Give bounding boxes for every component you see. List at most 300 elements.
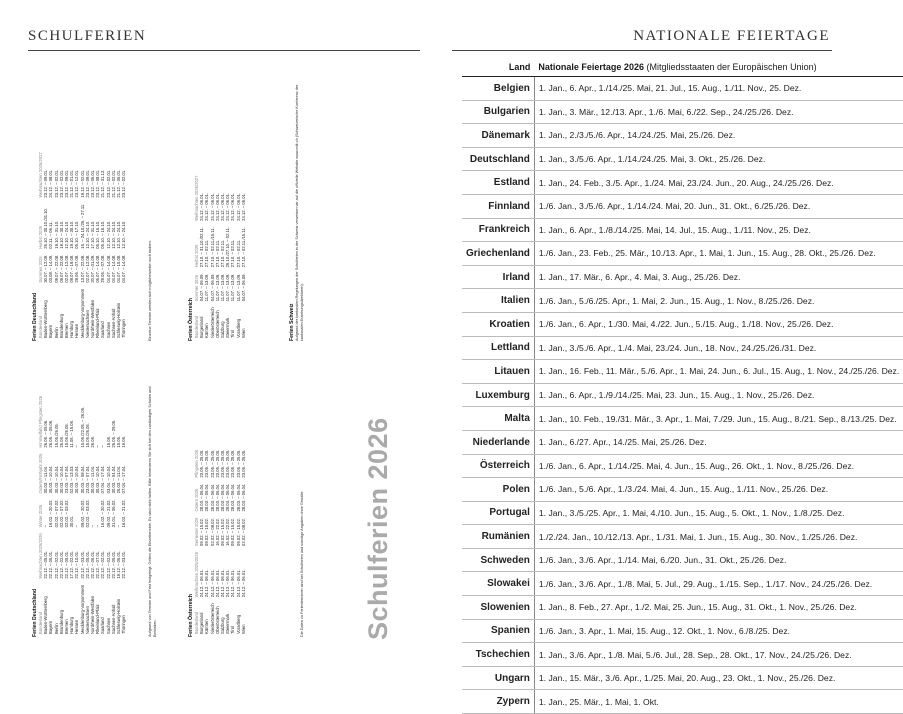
page-title-schulferien: SCHULFERIEN (28, 28, 147, 44)
state-name: Niedersachsen (84, 310, 90, 338)
holiday-range: 04.07. – 14.08. (105, 254, 111, 283)
holiday-range: 27.10. – 02.11./15.11. (209, 227, 215, 268)
country-name: Schweden (462, 548, 534, 572)
table-row (462, 100, 903, 124)
holiday-range: 24.12. – 06.01. (209, 192, 215, 221)
state-name: Sachsen-Anhalt (110, 308, 116, 338)
holiday-range: 23.12. – 08.01. (95, 169, 101, 198)
table-row (462, 501, 903, 525)
holiday-range: 22.12. – 02.01. (100, 550, 106, 579)
holiday-range: 15.05./26.05. (84, 423, 90, 448)
holiday-range: 05.10. – 16.10. (100, 220, 106, 249)
table-row (462, 289, 903, 313)
country-name: Dänemark (462, 124, 534, 148)
holiday-range: 02.02. – 08.02. (209, 517, 215, 546)
holiday-dates: 1. Jan., 3./5./25. Apr., 1. Mai, 4./10. Jun., 15. Aug., 5. Okt., 1. Nov., 1./8./25. Dez. (534, 501, 903, 525)
country-name: Spanien (462, 619, 534, 643)
holiday-range: 09.02. – 15.02. (235, 517, 241, 546)
holiday-range: 15.05./26.05. (53, 423, 59, 448)
state-name: Rheinland-Pfalz (95, 308, 101, 338)
germany-summer-table (32, 149, 126, 341)
holiday-range: 30.03. – 10.04. (74, 465, 80, 494)
holiday-range: 02.07. – 12.08. (64, 254, 70, 283)
state-name: Tirol (230, 626, 236, 634)
holiday-range: 23.12. – 12.01. (74, 169, 80, 198)
holiday-dates: 1. Jan., 15. Mär., 3./6. Apr., 1./25. Mai, 20. Aug., 23. Okt., 1. Nov., 25./26. Dez. (534, 666, 903, 690)
state-name: Hamburg (69, 320, 75, 338)
holiday-range: 23.05. – 25.05. (204, 449, 210, 478)
country-name: Bulgarien (462, 100, 534, 124)
schweiz-title: Ferien Schweiz (289, 303, 295, 341)
state-name: Schleswig-Holstein (116, 302, 122, 338)
holiday-range: 02.11. – 06.11. (48, 221, 54, 249)
holiday-range: 09.07. – 22.08. (58, 254, 64, 283)
state-name: Niedersachsen (84, 606, 90, 634)
school-table-title: Ferien Österreich (188, 594, 194, 637)
holiday-range: 04.07. – 06.09. (209, 273, 215, 302)
holiday-range: 15.05. (121, 435, 127, 448)
school-column-header: Ostern/Frühjahr 2026 (38, 453, 43, 494)
holiday-range: 23.12. – 09.01. (64, 169, 70, 198)
holiday-range: 26.05. – 29.05. (110, 419, 116, 448)
header-days-label: Nationale Feiertage 2026 (538, 62, 644, 72)
holiday-range: 23.12. – 06.01. (90, 169, 96, 198)
state-name: Burgenland (199, 612, 205, 634)
holiday-dates: 1. Jan., 25. Mär., 1. Mai, 1. Okt. (534, 690, 903, 714)
holiday-range: 21.12. – 06.01. (116, 169, 122, 198)
state-name: Niederösterreich (209, 307, 215, 338)
holiday-range: 07.04. – 17.04. (121, 465, 127, 494)
holiday-range: 27.10. – 02.11./15.11. (240, 227, 246, 268)
austria-winter-table (188, 447, 246, 637)
table-row (462, 525, 903, 549)
holiday-dates: 1./6. Jan., 3./6. Apr., 1./8. Mai, 5. Jul., 29. Aug., 1./15. Sep., 1./17. Nov., 24./25./26. Dez. (534, 572, 903, 596)
holiday-range: – (116, 524, 122, 528)
holiday-dates: 1./6. Jan., 6. Apr., 1./30. Mai, 4./22. Jun., 5./15. Aug., 1./18. Nov., 25./26. Dez. (534, 312, 903, 336)
page-title-nationale-feiertage: NATIONALE FEIERTAGE (633, 28, 830, 44)
holiday-range: 09.02. – 15.02. (199, 517, 205, 546)
holiday-range: 05.10. – 17.10. (74, 220, 80, 249)
holiday-range: 23.12. – 09.01. (84, 169, 90, 198)
holiday-range: 29.06. – 07.08. (74, 254, 80, 283)
holiday-range: 22.12. – 03.01. (79, 550, 85, 579)
state-name: Tirol (230, 330, 236, 338)
state-name: Sachsen (105, 321, 111, 338)
holiday-range: 22.12. – 02.01. (58, 550, 64, 579)
holiday-range: 28.03. – 06.04. (230, 483, 236, 512)
holiday-range: 30.03. – 11.04. (43, 465, 49, 494)
holiday-range: 30.03. – 08.04. (79, 465, 85, 494)
holiday-dates: 1./2./24. Jan., 10./12./13. Apr., 1./31. Mai, 1. Jun., 15. Aug., 30. Nov., 1./25./26. Dez. (534, 525, 903, 549)
holiday-range: 27.10. – 02.11. (204, 239, 210, 268)
holiday-range: 22.12. – 05.01. (48, 550, 54, 579)
school-sub-header: Bundesland (38, 611, 43, 634)
country-name: Tschechien (462, 643, 534, 667)
school-column-header: Herbst 2026 (194, 244, 199, 268)
holiday-range: 24.12. – 06.01. (235, 192, 241, 221)
holiday-range: 24.12. – 06.01. (214, 192, 220, 221)
holiday-dates: 1. Jan., 24. Feb., 3./5. Apr., 1./24. Mai, 23./24. Jun., 20. Aug., 24./25./26. Dez. (534, 171, 903, 195)
schulferien-rotated-area (28, 58, 328, 640)
state-name: Vorarlberg (235, 614, 241, 634)
school-sub-header: Bundesland (194, 315, 199, 338)
table-row (462, 596, 903, 620)
school-column-header: Semester 2026 (194, 517, 199, 546)
holiday-range: 28.03. – 06.04. (204, 483, 210, 512)
holiday-range: 03.08. – 14.09. (48, 254, 54, 283)
table-row (462, 218, 903, 242)
holiday-range: – (90, 524, 96, 528)
holiday-range: 22.12. – 10.01. (74, 550, 80, 579)
holiday-range: 26.10./27.10. – 02.11. (225, 226, 231, 268)
holiday-range: 30.03. – 04.04. (110, 465, 116, 494)
holiday-range: 11.07. – 13.09. (214, 273, 220, 302)
holiday-range: 16.02. – 20.02. (48, 499, 54, 528)
holiday-range: 28.03. – 06.04. (209, 483, 215, 512)
holiday-dates: 1. Jan., 6. Apr., 1./14./25. Mai, 21. Jul., 15. Aug., 1./11. Nov., 25. Dez. (534, 77, 903, 101)
holiday-range: 13.07. – 22.08. (79, 254, 85, 283)
state-name: Oberösterreich (214, 606, 220, 634)
holiday-range: 09.02. – 15.02. (204, 517, 210, 546)
header-days (534, 58, 903, 77)
school-table-title: Ferien Deutschland (32, 588, 38, 637)
holiday-range: 23.05. – 25.05. (214, 449, 220, 478)
table-row (462, 124, 903, 148)
school-sub-header: Bundesland (38, 315, 43, 338)
table-row (462, 690, 903, 714)
country-name: Zypern (462, 690, 534, 714)
country-name: Deutschland (462, 147, 534, 171)
holiday-range: 15.05./26.05. (64, 423, 70, 448)
holiday-range: 22.12. – 05.01. (110, 550, 116, 579)
holiday-dates: 1. Jan., 3. Mär., 12./13. Apr., 1./6. Mai, 6./22. Sep., 24./25./26. Dez. (534, 100, 903, 124)
country-name: Kroatien (462, 312, 534, 336)
holiday-range: 30.03. – 10.04. (95, 465, 101, 494)
school-table (194, 447, 246, 637)
holiday-range: 12.10. – 24.10. (110, 220, 116, 249)
holiday-range: 27.10. – 31.10./02.11. (199, 226, 205, 268)
holiday-dates: 1. Jan., 10. Feb., 19./31. Mär., 3. Apr., 1. Mai, 7./29. Jun., 15. Aug., 8./21. Sep., 8./13./25. Dez. (534, 407, 903, 431)
holiday-range: 24.12. – 06.01. (199, 569, 205, 598)
country-name: Luxemburg (462, 383, 534, 407)
holiday-range: 09.02. – 21.02. (105, 499, 111, 528)
state-name: Burgenland (199, 316, 205, 338)
state-name: Thüringen (121, 615, 127, 634)
holiday-range: 24.12. – 06.01. (220, 192, 226, 221)
holiday-range: 09.02. – 15.02. (220, 517, 226, 546)
state-name: Bayern (48, 324, 54, 338)
country-name: Italien (462, 289, 534, 313)
holiday-range: 05.10. – 16.10. (95, 220, 101, 249)
table-row (462, 572, 903, 596)
holiday-range: 23.12. – 02.01. (121, 169, 127, 198)
state-name: Wien (240, 328, 246, 338)
country-name: Slowenien (462, 596, 534, 620)
holiday-range: 11.07. – 13.09. (235, 273, 241, 302)
holiday-range: 12.10. – 24.10. (121, 220, 127, 249)
holiday-range: 26.03. – 11.04. (116, 465, 122, 494)
table-row (462, 407, 903, 431)
holiday-range: 28.03. – 06.04. (199, 483, 205, 512)
notes-3: Einzelne Termine werden sich möglicherweise noch ändern. (148, 240, 152, 341)
state-name: Nordrhein-Westfalen (90, 299, 96, 338)
holiday-range: 15. – 24.10./26. – 27.11. (79, 203, 85, 249)
holiday-range: 11.07. – 13.09. (204, 273, 210, 302)
state-name: Saarland (100, 617, 106, 634)
holiday-range: 11.07. – 13.09. (230, 273, 236, 302)
holiday-range: 22.12. – 03.01. (121, 550, 127, 579)
holiday-range: 02.02. – 03.02. (64, 499, 70, 528)
state-name: Brandenburg (58, 313, 64, 338)
school-column-header: Weihnachten 2026/2027 (194, 175, 199, 221)
holiday-dates: 1. Jan., 8. Feb., 27. Apr., 1./2. Mai, 25. Jun., 15. Aug., 31. Okt., 1. Nov., 25./26. Dez. (534, 596, 903, 620)
country-name: Belgien (462, 77, 534, 101)
schulferien-side-label: Schulferien 2026 (363, 417, 393, 640)
holiday-dates: 1. Jan., 6. Apr., 1./8./14./25. Mai, 14. Jul., 15. Aug., 1./11. Nov., 25. Dez. (534, 218, 903, 242)
feiertage-header-row (462, 58, 903, 77)
holiday-range: 04.07. – 06.09. (240, 273, 246, 302)
austria-summer-table (188, 173, 246, 341)
holiday-range: 22.12. – 02.01. (105, 550, 111, 579)
school-table-title: Ferien Österreich (188, 298, 194, 341)
school-column-header: Sommer 2026 (38, 256, 43, 283)
holiday-dates: 1. Jan., 2./3./5./6. Apr., 14./24./25. Mai, 25./26. Dez. (534, 124, 903, 148)
holiday-range: 19.12. – 02.01. (79, 169, 85, 198)
holiday-range: 04.07. – 14.08. (121, 254, 127, 283)
state-name: Hessen (74, 619, 80, 634)
holiday-dates: 1. Jan., 3./6. Apr., 1./8. Mai, 5./6. Jul., 28. Sep., 28. Okt., 17. Nov., 24./25./26. Dez. (534, 643, 903, 667)
holiday-range: 22.12. – 05.01. (64, 550, 70, 579)
holiday-range: 23.05. – 25.05. (209, 449, 215, 478)
holiday-range: 30.03. – 10.04. (53, 465, 59, 494)
holiday-range: 24.12. – 06.01. (204, 569, 210, 598)
holiday-dates: 1./6. Jan., 5./6. Apr., 1./3./24. Mai, 4. Jun., 15. Aug., 1./11. Nov., 25./26. Dez. (534, 478, 903, 502)
holiday-range: 23.12. – 02.01. (105, 169, 111, 198)
holiday-range: 23.05. – 25.05. (220, 449, 226, 478)
state-name: Steiermark (225, 613, 231, 634)
holiday-range: – (43, 524, 49, 528)
state-name: Wien (240, 624, 246, 634)
holiday-range: 19.10. – 31.10. (53, 220, 59, 249)
holiday-range: 04.07. – 06.09. (199, 273, 205, 302)
holiday-range: – (95, 445, 101, 448)
state-name: Brandenburg (58, 609, 64, 634)
holiday-range: 23.12. – 09.01. (43, 169, 49, 198)
holiday-range: 16.02. – 22.02. (225, 517, 231, 546)
right-divider (452, 50, 832, 51)
table-row (462, 454, 903, 478)
country-name: Niederlande (462, 430, 534, 454)
table-row (462, 360, 903, 384)
holiday-range: 30.01. (69, 515, 75, 528)
holiday-range: 11.07. – 13.09. (225, 273, 231, 302)
holiday-range: 23.05. – 25.05. (235, 449, 241, 478)
holiday-range: 24.12. – 06.01. (225, 569, 231, 598)
holiday-range: 02.02. – 07.02. (58, 499, 64, 528)
holiday-range: 16.02. – 20.02. (100, 499, 106, 528)
holiday-dates: 1. Jan., 3./5./6. Apr., 1./4. Mai, 23./24. Jun., 18. Nov., 24./25./26./31. Dez. (534, 336, 903, 360)
holiday-range: 16.02. – 21.02. (121, 499, 127, 528)
holiday-range: 02.02. – 03.02. (84, 499, 90, 528)
holiday-range: 15.05. (105, 435, 111, 448)
school-column-header: Weihnachten 2025/2026 (194, 551, 199, 598)
table-row (462, 171, 903, 195)
country-name: Griechenland (462, 242, 534, 266)
country-name: Malta (462, 407, 534, 431)
holiday-range: 02.02. – 08.02. (240, 517, 246, 546)
country-name: Finnland (462, 194, 534, 218)
state-name: Kärnten (204, 323, 210, 338)
state-name: Vorarlberg (235, 318, 241, 338)
school-column-header: Weihnachten 2025/2026 (38, 533, 43, 579)
holiday-range: 22.12. – 05.01. (43, 550, 49, 579)
school-table (38, 149, 126, 341)
holiday-range: 26.05. (58, 435, 64, 448)
school-row (121, 149, 126, 341)
holiday-range: 27.10. – 02.11. (214, 239, 220, 268)
holiday-range: 09.02. – 20.02. (79, 499, 85, 528)
state-name: Salzburg (220, 617, 226, 634)
holiday-range: 23.05. – 25.05. (240, 449, 246, 478)
country-name: Frankreich (462, 218, 534, 242)
holiday-range: 12.10. – 24.10. (64, 220, 70, 249)
holiday-range: 26.05. – 05.06. (43, 419, 49, 448)
holiday-range: 24.12. – 08.01. (48, 169, 54, 198)
holiday-range: 09.07. – 19.08. (69, 254, 75, 283)
holiday-range: 23.03. – 07.04. (84, 465, 90, 494)
schweiz-text: Aufgrund der kantonalen Regelungen der Schulferien in der Schweiz verweisen wir auf die offizielle Website www.edk.ch (Schweizerische Konferenz der kantonalen Erziehungsdirektoren). (294, 84, 304, 341)
school-sub-header: Bundesland (194, 611, 199, 634)
holiday-range: 28.03. – 06.04. (240, 483, 246, 512)
state-name: Nordrhein-Westfalen (90, 595, 96, 634)
holiday-range: 12.10. – 24.10. (84, 220, 90, 249)
school-row (241, 447, 246, 637)
state-name: Berlin (53, 327, 59, 338)
country-name: Lettland (462, 336, 534, 360)
holiday-dates: 1./6. Jan., 3. Apr., 1. Mai, 15. Aug., 12. Okt., 1. Nov., 6./8./25. Dez. (534, 619, 903, 643)
school-table (38, 393, 126, 637)
holiday-range: 30.03. – 10.04. (58, 465, 64, 494)
holiday-range: 23.12. – 02.01. (53, 169, 59, 198)
holiday-range: 20.07. – 01.09. (90, 254, 96, 283)
table-row (462, 383, 903, 407)
holiday-range: 03.04. – 10.04. (105, 465, 111, 494)
school-row (121, 393, 126, 637)
holiday-range: 12.10. – 24.10. (116, 220, 122, 249)
school-column-header: Herbst 2026 (38, 225, 43, 249)
holiday-range: 24.12. – 06.01. (204, 192, 210, 221)
holiday-range: 22.12. – 02.01. (53, 550, 59, 579)
holiday-range: 23.05. – 25.05. (230, 449, 236, 478)
holiday-range: 24.12. – 06.01. (240, 192, 246, 221)
school-table (194, 173, 246, 341)
germany-winter-table (32, 393, 126, 637)
holiday-range: 21.12. – 01.01. (69, 169, 75, 198)
holiday-range: – (95, 524, 101, 528)
country-name: Polen (462, 478, 534, 502)
holiday-range: 21.12. – 02.01. (110, 169, 116, 198)
holiday-range: 28.03. – 06.04. (235, 483, 241, 512)
holiday-range: 02.07. – 12.08. (84, 254, 90, 283)
holiday-range: 23.05. – 25.05. (225, 449, 231, 478)
holiday-range: 23.12. – 02.01. (58, 169, 64, 198)
holiday-range: 28.03. – 06.04. (225, 483, 231, 512)
table-row (462, 147, 903, 171)
holiday-range: 24.12. – 06.01. (225, 192, 231, 221)
country-name: Österreich (462, 454, 534, 478)
state-name: Mecklenburg-Vorpommern (79, 584, 85, 634)
holiday-range: 22.12. – 06.01. (90, 550, 96, 579)
school-column-header: Weihnachten 2026/2027 (38, 152, 43, 198)
holiday-range: 28.03. – 06.04. (214, 483, 220, 512)
holiday-range: 31.01. – 06.02. (110, 499, 116, 528)
school-column-header: Himmelfahrt Pfingsten 2026 (38, 395, 43, 448)
holiday-dates: 1. Jan., 17. Mär., 6. Apr., 4. Mai, 3. Aug., 25./26. Dez. (534, 265, 903, 289)
holiday-range: 02.02. – 07.02. (53, 499, 59, 528)
notes-1: Aufgrund von Termine und Frist festgelegt. Gelten die Einzeltermine. Es wird nicht haften. Bitte informieren Sie sich bei den zuständigen Schulen und Behörden. (148, 386, 157, 637)
holiday-range: 23.03. – 07.04. (64, 465, 70, 494)
holiday-dates: 1./6. Jan., 23. Feb., 25. Mär., 10./13. Apr., 1. Mai, 1. Jun., 15. Aug., 28. Okt., 25./26. Dez. (534, 242, 903, 266)
table-row (462, 478, 903, 502)
holiday-range: 30.03. – 11.04. (90, 465, 96, 494)
state-name: Bayern (48, 620, 54, 634)
table-row (462, 242, 903, 266)
state-name: Hessen (74, 323, 80, 338)
holiday-range: 24.12. – 06.01. (214, 569, 220, 598)
country-name: Estland (462, 171, 534, 195)
state-name: Bremen (64, 323, 70, 338)
state-name: Niederösterreich (209, 603, 215, 634)
holiday-range: 11.05. – 15.05. (69, 419, 75, 448)
holiday-range: 29.06. – 07.08. (100, 254, 106, 283)
holiday-range: 17.12. – 02.01. (69, 550, 75, 579)
country-name: Irland (462, 265, 534, 289)
holiday-range: 24.12. – 06.01. (230, 569, 236, 598)
state-name: Thüringen (121, 319, 127, 338)
holiday-range: – (74, 445, 80, 448)
notes-2: Die Daten zu Ferienterminen sind bei Schulferien und sonstige Angaben ohne Gewähr. (300, 490, 304, 637)
holiday-dates: 1. Jan., 6./27. Apr., 14./25. Mai, 25./26. Dez. (534, 430, 903, 454)
holiday-dates: 1./6. Jan., 3./6. Apr., 1./14. Mai, 6./20. Jun., 31. Okt., 25./26. Dez. (534, 548, 903, 572)
table-row (462, 265, 903, 289)
school-table-title: Ferien Deutschland (32, 292, 38, 341)
holiday-range: 17.10. – 31.10. (90, 220, 96, 249)
state-name: Salzburg (220, 321, 226, 338)
holiday-range: 24.12. – 06.01. (240, 569, 246, 598)
holiday-range: 24.12. – 06.01. (220, 569, 226, 598)
left-divider (28, 50, 420, 51)
holiday-range: 15.05./22.05. – 26.05. (79, 406, 85, 448)
holiday-range: 19.10. – 30.10. (69, 220, 75, 249)
holiday-dates: 1./6. Jan., 6. Apr., 1./14./25. Mai, 4. Jun., 15. Aug., 26. Okt., 1. Nov., 8./25./26. Dez. (534, 454, 903, 478)
state-name: Kärnten (204, 619, 210, 634)
holiday-range: 21.12. – 31.12. (100, 169, 106, 198)
country-name: Ungarn (462, 666, 534, 690)
state-name: Berlin (53, 623, 59, 634)
holiday-range: 09.02. – 15.02. (230, 517, 236, 546)
holiday-range: 23.05. – 25.05. (199, 449, 205, 478)
holiday-range: 30.07. – 12.09. (43, 254, 49, 283)
holiday-range: 15.05. (116, 435, 122, 448)
holiday-range: 24.12. – 06.01. (230, 192, 236, 221)
holiday-range: 06.07. – 14.08. (95, 254, 101, 283)
header-days-note: (Mitgliedsstaaten der Europäischen Union) (646, 62, 817, 72)
state-name: Bremen (64, 619, 70, 634)
holiday-range: 24.12. – 06.01. (199, 192, 205, 221)
holiday-range: 11.07. – 13.09. (220, 273, 226, 302)
table-row (462, 643, 903, 667)
school-row (241, 173, 246, 341)
